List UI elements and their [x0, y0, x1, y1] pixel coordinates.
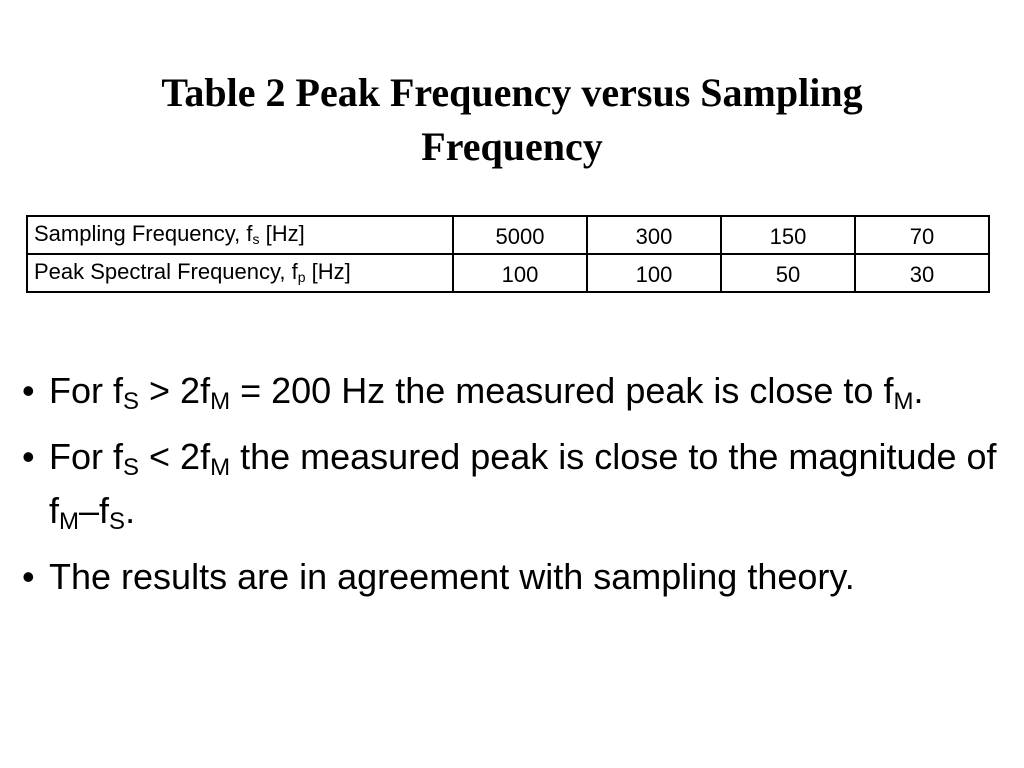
title-line-1: Table 2 Peak Frequency versus Sampling	[161, 70, 863, 115]
table-cell: 5000	[453, 216, 587, 254]
slide-title	[0, 66, 1024, 174]
table-cell: 70	[855, 216, 989, 254]
bullet-list	[22, 364, 1007, 616]
bullet-marker: •	[22, 436, 35, 477]
table-cell: 50	[721, 254, 855, 292]
bullet-marker: •	[22, 370, 35, 411]
bullet-marker: •	[22, 556, 35, 597]
row-header-peak-spectral-frequency: Peak Spectral Frequency, $f_p$ [Hz]	[27, 254, 453, 292]
table-cell: 150	[721, 216, 855, 254]
table-cell: 100	[453, 254, 587, 292]
table-cell: 30	[855, 254, 989, 292]
table-row-peak-spectral-frequency	[27, 254, 989, 292]
bullet-item: • For $f_S < 2f_M$ the measured peak is close to the magnitude of $f_M-f_S$.	[22, 430, 1007, 538]
table-cell: 100	[587, 254, 721, 292]
table-cell: 300	[587, 216, 721, 254]
row-header-sampling-frequency: Sampling Frequency, $f_s$ [Hz]	[27, 216, 453, 254]
title-line-2: Frequency	[421, 124, 603, 169]
bullet-item: • For $f_S > 2f_M = 200$ Hz the measured peak is close to $f_M$.	[22, 364, 1007, 418]
table-row-sampling-frequency	[27, 216, 989, 254]
bullet-item: • The results are in agreement with sampling theory.	[22, 550, 1007, 604]
frequency-table	[26, 215, 990, 293]
